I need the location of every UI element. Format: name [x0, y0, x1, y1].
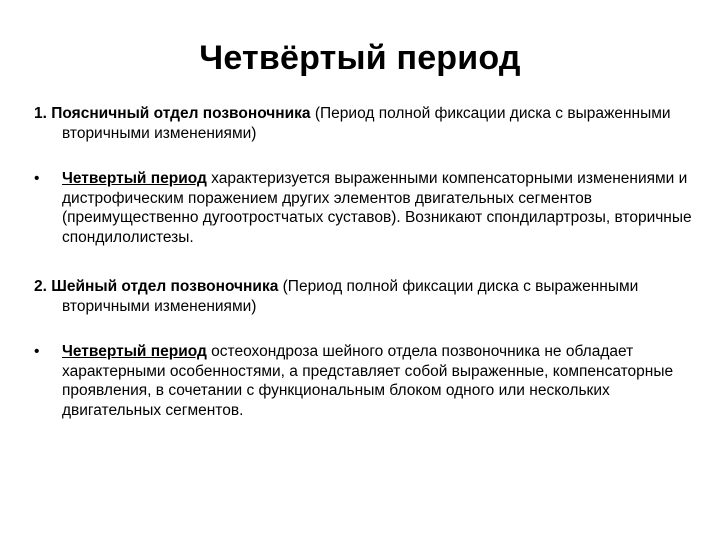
bullet-lead: Четвертый период: [62, 343, 207, 360]
section-note: (Период полной фиксации диска с выраженными вторичными изменениями): [62, 278, 639, 315]
section-number: 2.: [34, 278, 47, 295]
bullet-icon: •: [34, 343, 40, 360]
slide-content: [34, 104, 694, 420]
bullet-cervical: [34, 342, 694, 420]
bullet-lumbar: [34, 169, 694, 247]
slide-title: Четвёртый период: [199, 39, 521, 77]
section-heading: Поясничный отдел позвоночника: [51, 105, 311, 122]
section-note: (Период полной фиксации диска с выраженными вторичными изменениями): [62, 105, 671, 142]
bullet-text: характеризуется выраженными компенсаторными изменениями и дистрофическим поражением других элементов двигательных сегментов (преимущественно дугоотростчатых суставов). Возникают спондилартрозы, вторичные спондилолистезы.: [62, 170, 692, 246]
bullet-text: остеохондроза шейного отдела позвоночника не обладает характерными особенностями, а представляет собой выраженные, компенсаторные проявления, в сочетании с функциональным блоком одного или нескольких двигательных сегментов.: [62, 343, 674, 419]
section-heading: Шейный отдел позвоночника: [51, 278, 279, 295]
bullet-lead: Четвертый период: [62, 170, 207, 187]
bullet-icon: •: [34, 170, 40, 187]
section-lumbar: [34, 104, 694, 143]
section-number: 1.: [34, 105, 47, 122]
section-cervical: [34, 277, 694, 316]
